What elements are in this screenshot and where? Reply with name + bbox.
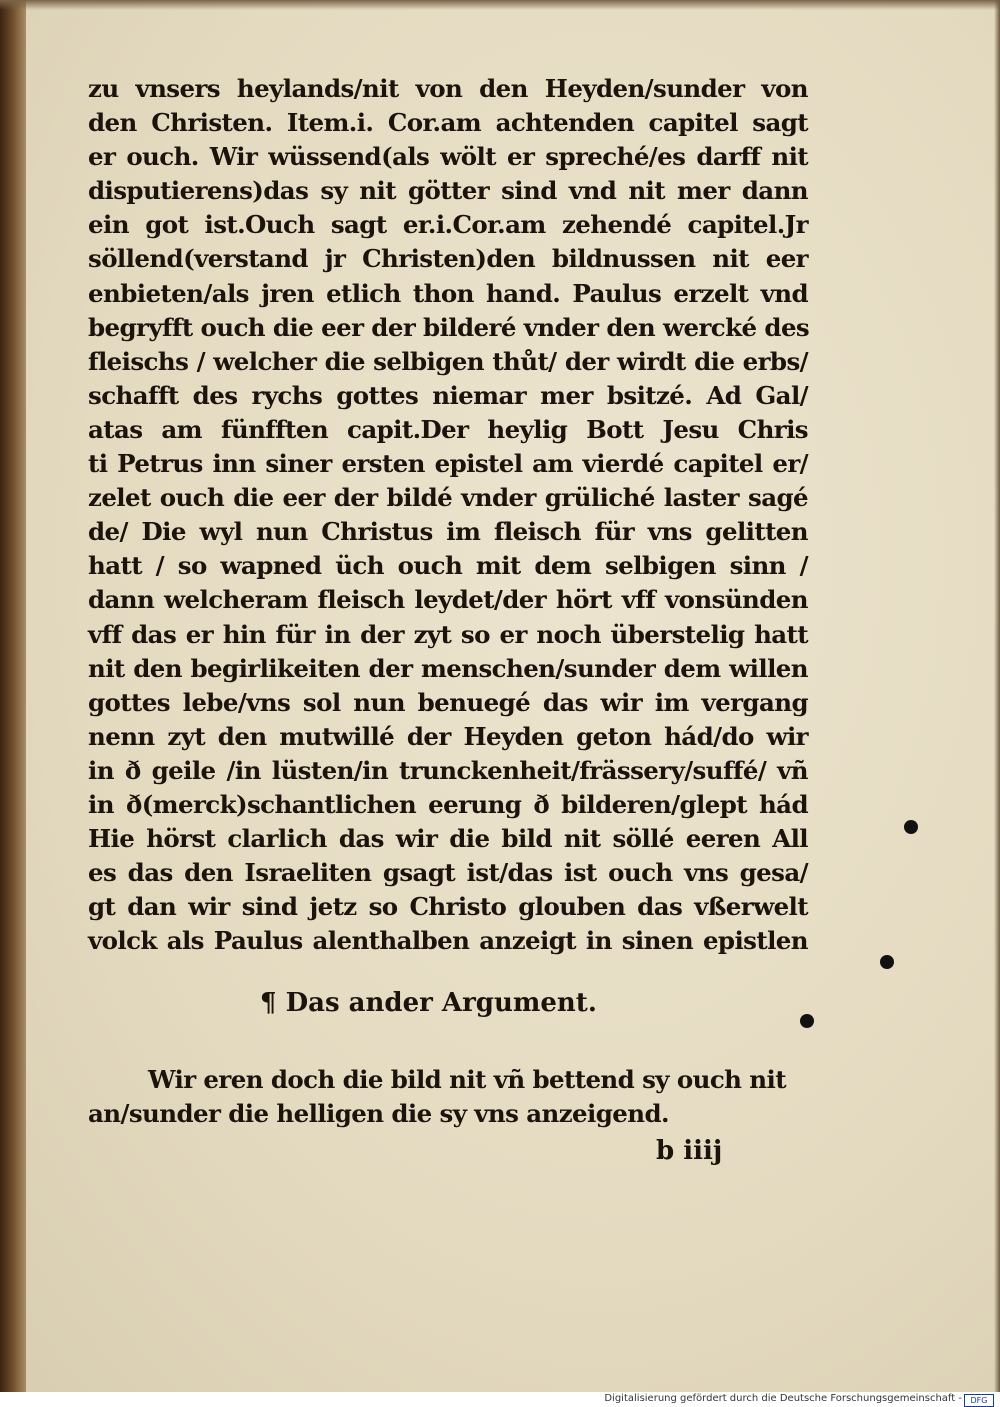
paragraph-line: Wir eren doch die bild nit vñ bettend sy ouch nit xyxy=(148,1065,786,1094)
text-line: ein got ist.Ouch sagt er.i.Cor.am zehendé capitel.Jr xyxy=(88,210,808,240)
text-line: es das den Israeliten gsagt ist/das ist ouch vns gesa/ xyxy=(88,858,808,888)
text-line: söllend(verstand jr Christen)den bildnussen nit eer xyxy=(88,244,808,274)
text-line: ti Petrus inn siner ersten epistel am vierdé capitel er/ xyxy=(88,449,808,479)
section-heading: ¶ Das ander Argument. xyxy=(260,988,597,1018)
text-line: gottes lebe/vns sol nun benuegé das wir im vergang xyxy=(88,687,808,717)
text-line: begryfft ouch die eer der bilderé vnder den wercké des xyxy=(88,312,810,342)
paragraph-block xyxy=(88,1063,808,1131)
footer-credit: Digitalisierung gefördert durch die Deutsche Forschungsgemeinschaft - xyxy=(604,1393,962,1404)
text-line: disputierens)das sy nit götter sind vnd nit mer dann xyxy=(88,176,808,206)
text-line: nit den begirlikeiten der menschen/sunder dem willen xyxy=(88,653,808,683)
page-binding-edge xyxy=(0,0,26,1392)
page-top-edge xyxy=(0,0,1000,10)
text-line: schafft des rychs gottes niemar mer bsitzé. Ad Gal/ xyxy=(88,380,808,410)
text-line: dann welcheram fleisch leydet/der hört vff vonsünden xyxy=(88,585,808,615)
margin-dot xyxy=(800,1014,814,1028)
text-line: gt dan wir sind jetz so Christo glouben das vßerwelt xyxy=(88,892,808,922)
text-line: volck als Paulus alenthalben anzeigt in sinen epistlen xyxy=(88,926,808,956)
text-line: nenn zyt den mutwillé der Heyden geton hád/do wir xyxy=(88,721,808,751)
dfg-logo: DFG xyxy=(964,1394,994,1407)
paragraph-line: an/sunder die helligen die sy vns anzeigend. xyxy=(88,1099,669,1129)
text-line: er ouch. Wir wüssend(als wölt er spreché/es darff nit xyxy=(88,142,808,172)
text-line: zu vnsers heylands/nit von den Heyden/sunder von xyxy=(88,74,808,103)
text-line: in ð(merck)schantlichen eerung ð bilderen/glept hád xyxy=(88,789,808,819)
signature-mark: b iiij xyxy=(656,1136,723,1166)
text-line: vff das er hin für in der zyt so er noch überstelig hatt xyxy=(88,619,808,649)
text-line: de/ Die wyl nun Christus im fleisch für vns gelitten xyxy=(88,517,808,547)
page-right-edge xyxy=(994,0,1000,1392)
text-line: enbieten/als jren etlich thon hand. Paulus erzelt vnd xyxy=(88,278,808,308)
body-text-block xyxy=(88,72,808,958)
text-line: Hie hörst clarlich das wir die bild nit söllé eeren All xyxy=(88,824,808,854)
margin-dot xyxy=(904,820,918,834)
text-line: in ð geile /in lüsten/in trunckenheit/frässery/suffé/ vñ xyxy=(88,755,808,785)
text-line: hatt / so wapned üch ouch mit dem selbigen sinn / xyxy=(88,551,808,581)
text-line: zelet ouch die eer der bildé vnder grüliché laster sagé xyxy=(88,483,808,513)
text-line: atas am fünfften capit.Der heylig Bott Jesu Chris xyxy=(88,414,808,444)
text-line: fleischs / welcher die selbigen thůt/ der wirdt die erbs/ xyxy=(88,346,808,376)
margin-dot xyxy=(880,955,894,969)
text-line: den Christen. Item.i. Cor.am achtenden capitel sagt xyxy=(88,108,808,138)
